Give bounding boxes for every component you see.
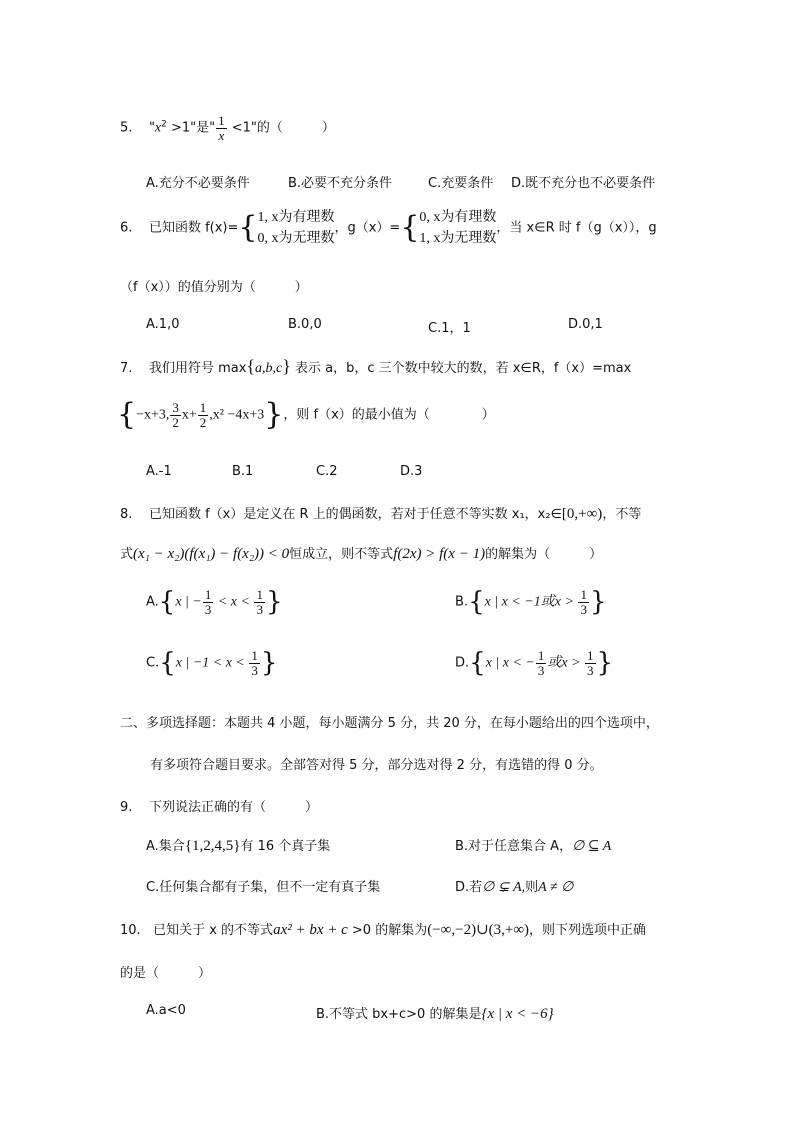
q7-text-2: 表示 a，b，c 三个数中较大的数，若 x∈R，f（x）=max [295,361,632,376]
q7-expr-3: ,x² −4x+3 [209,407,265,423]
q7-number: 7. [120,361,133,376]
q5-option-a: A.充分不必要条件 [146,176,250,191]
q8b-brace-close: } [589,587,607,618]
q5-frac-num: 1 [218,113,225,128]
q9-option-b [455,835,611,855]
q9b-text: B.对于任意集合 A， [455,839,573,854]
q8-inequality: f(2x) > f(x − 1) [393,546,486,562]
q8c-frac [249,649,260,677]
q8b-frac-num: 1 [580,587,587,602]
q7-option-b: B.1 [232,464,254,479]
q8-text-3: 式 [120,547,134,562]
q8c-brace-close: } [260,648,278,679]
q8a-frac2-num: 1 [256,587,263,602]
q10b-text: B.不等式 bx+c>0 的解集是 [316,1007,482,1022]
q8d-brace-close: } [596,648,614,679]
q6-piece-4: 1, x为无理数 [419,231,497,246]
q7-option-d: D.3 [400,464,423,479]
q6-piece-3: 0, x为有理数 [419,210,497,225]
q8d-frac1-num: 1 [537,648,545,663]
section2-heading-line1: 二、多项选择题：本题共 4 小题，每小题满分 5 分，共 20 分，在每小题给出的四个选项中， [120,716,659,731]
q8c-frac-den: 3 [251,662,258,678]
q10-interval: (−∞,−2)∪(3,+∞) [427,922,530,938]
q8a-expr-2: < x < [214,594,254,610]
q6-piecewise-f [257,207,334,249]
q9-option-d [455,876,573,896]
q7-expr-1: −x+3, [136,407,170,423]
q9a-set: {1,2,4,5} [184,838,241,854]
q10-stem [120,919,646,939]
q7-option-c: C.2 [316,464,338,479]
q5-frac-den: x [218,127,225,143]
q9a-text-1: A.集合 [146,839,185,854]
q8-option-b [455,588,607,616]
q9d-expr-1: ∅ ⊊ A, [482,880,526,895]
q8a-brace-open: { [158,587,176,618]
q9d-text-2: 则 [525,880,539,895]
q8-option-d [455,649,613,677]
q8a-frac-1 [203,588,214,616]
q8d-expr-2: 或x > [547,655,585,671]
q7-frac-1-2 [198,401,209,429]
q10-number: 10. [120,923,141,938]
q9b-expr: ∅ ⊆ A [572,839,612,854]
q10-text-2: >0 的解集为 [347,923,428,938]
q7-brace-close: } [282,356,291,376]
q8-text-5: 的解集为（ ） [485,547,603,562]
q5-text-1: >1"是" [166,120,216,136]
q8b-expr: x | x < −1或x > [484,594,578,610]
q7-text-1: 我们用符号 max [148,361,247,376]
q6-text-3: ，当 x∈R 时 f（g（x）），g [496,220,657,236]
q8d-frac2-den: 3 [587,662,594,678]
q8d-frac2-num: 1 [587,648,594,663]
q8d-brace-open: { [469,648,486,679]
q5-exponent: 2 [161,119,167,130]
q9-option-a [146,835,330,855]
q8d-frac1-den: 3 [537,662,545,678]
q6-piece-1: 1, x为有理数 [257,210,335,225]
q8c-expr: x | −1 < x < [175,655,249,671]
q8-text-2: ，不等 [602,507,642,522]
section2-heading-line2: 有多项符合题目要求。全部答对得 5 分，部分选对得 2 分，有选错的得 0 分。 [150,758,603,773]
q7-stem [120,356,631,377]
q7-frac1-den: 2 [172,414,179,430]
q10-option-b [316,1003,554,1023]
q9-option-c: C.任何集合都有子集，但不一定有真子集 [146,880,381,895]
q9d-expr-2: A ≠ ∅ [538,880,574,895]
q6-piece-2: 0, x为无理数 [257,231,335,246]
q8-number: 8. [120,507,133,522]
q9-number: 9. [120,800,133,815]
q8a-frac-2 [254,588,265,616]
q7-set-brace-open: { [117,397,137,432]
q7-frac1-num: 3 [172,399,179,415]
q8-stem [120,503,641,523]
q10-expr: ax² + bx + c [273,922,348,938]
q8d-expr-1: x | x < − [485,655,535,671]
q10-stem-line2: 的是（ ） [120,966,212,981]
q7-stem-line2 [117,397,495,432]
q5-fraction [216,114,227,142]
q7-text-3: ，则 f（x）的最小值为（ ） [283,407,495,423]
q6-stem-line2: （f（x））的值分别为（ ） [120,280,308,295]
q5-number: 5. [120,120,133,136]
q8d-label: D. [455,655,470,671]
q10-text-3: ，则下列选项中正确 [529,923,647,938]
q8a-expr-1: x | − [175,594,202,610]
q8-interval: [0,+∞) [561,506,603,522]
q8-text-1: 已知函数 f（x）是定义在 R 上的偶函数，若对于任意不等实数 x₁，x₂∈ [148,507,562,522]
q7-set-abc: a,b,c [255,361,283,376]
q8b-frac [578,588,589,616]
q7-expr-2: x+ [181,407,197,423]
q8b-label: B. [455,594,469,610]
q6-option-c: C.1，1 [428,321,471,336]
q5-stem [120,114,335,142]
q8c-frac-num: 1 [251,648,258,663]
q8a-label: A. [146,594,159,610]
q8-text-4: 恒成立，则不等式 [289,547,394,562]
q8-stem-line2 [120,543,602,563]
q10-text-1: 已知关于 x 的不等式 [153,923,274,938]
q7-set-brace-close: } [264,397,284,432]
q9-stem [120,796,318,815]
q8-option-c [146,649,277,677]
q8-option-a [146,588,283,616]
q9d-text-1: D.若 [455,880,483,895]
q6-brace-1: { [238,210,258,245]
q5-option-b: B.必要不充分条件 [288,176,393,191]
q8a-brace-close: } [265,587,283,618]
q6-piecewise-g [419,207,496,249]
q9a-text-2: 有 16 个真子集 [240,839,331,854]
q5-quote-open: " [148,120,155,136]
q6-brace-2: { [400,210,420,245]
q8c-label: C. [146,655,160,671]
q8a-frac1-den: 3 [204,601,212,617]
q7-frac-3-2 [170,401,181,429]
q5-var-x: x [154,120,162,136]
q6-option-b: B.0,0 [288,317,322,332]
q8d-frac-2 [585,649,596,677]
q10-option-a: A.a<0 [146,1003,186,1018]
q7-frac2-num: 1 [199,399,207,415]
q5-option-c: C.充要条件 [428,176,494,191]
q6-stem [120,207,657,249]
q8c-brace-open: { [159,648,176,679]
q5-option-d: D.既不充分也不必要条件 [511,176,656,191]
q10b-set: {x | x < −6} [481,1006,554,1022]
q8d-frac-1 [536,649,547,677]
q7-brace-open: { [246,356,256,376]
q7-option-a: A.-1 [146,464,172,479]
q8b-frac-den: 3 [580,601,587,617]
q8b-brace-open: { [468,587,485,618]
q8a-frac2-den: 3 [256,601,263,617]
q7-frac2-den: 2 [199,414,207,430]
q6-text-2: ，g（x）= [334,220,401,236]
q6-option-a: A.1,0 [146,317,180,332]
q8-condition: (x₁ − x₂)(f(x₁) − f(x₂)) < 0 [133,546,290,562]
q6-option-d: D.0,1 [568,317,603,332]
q5-text-2: <1"的（ ） [227,120,335,136]
q9-text: 下列说法正确的有（ ） [148,800,318,815]
q8a-frac1-num: 1 [204,587,212,602]
q6-number: 6. [120,220,133,236]
q6-text-1: 已知函数 f(x)= [148,220,239,236]
